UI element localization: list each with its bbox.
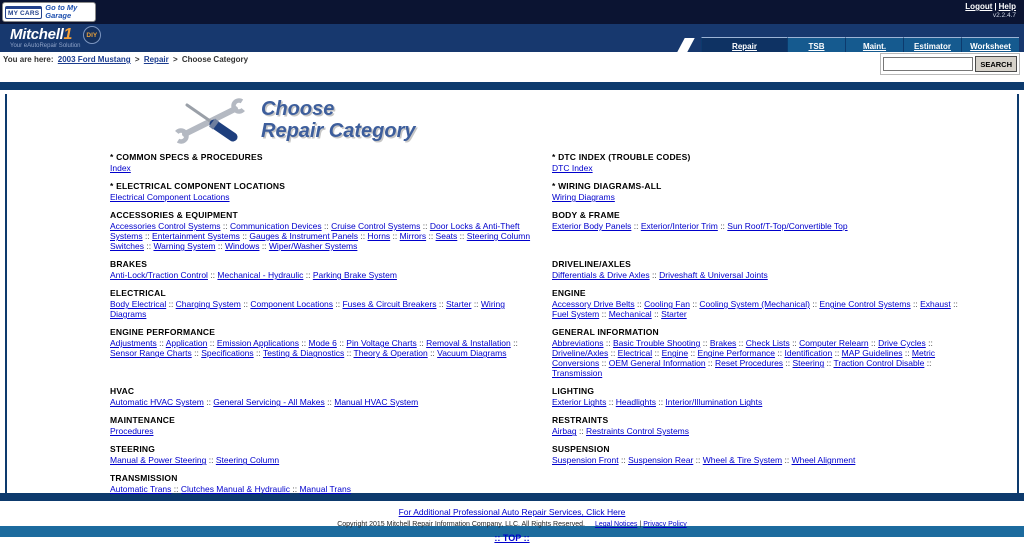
category-link[interactable]: Traction Control Disable	[833, 358, 925, 369]
category-links	[110, 192, 538, 202]
link-separator: ::	[868, 338, 879, 349]
category-section	[552, 415, 972, 436]
category-link[interactable]: Cruise Control Systems	[331, 221, 421, 232]
category-heading: * COMMON SPECS & PROCEDURES	[110, 152, 263, 162]
link-separator: ::	[631, 221, 641, 232]
tab-maint[interactable]	[845, 37, 903, 52]
category-links	[110, 455, 538, 465]
category-link[interactable]: Manual HVAC System	[334, 397, 419, 408]
link-separator: ::	[390, 231, 400, 242]
category-links	[552, 192, 958, 202]
category-link[interactable]: Steering	[792, 358, 825, 369]
category-link[interactable]: Exterior Body Panels	[552, 221, 632, 232]
link-separator: ::	[606, 397, 616, 408]
breadcrumb-repair-link[interactable]: Repair	[143, 55, 169, 64]
link-separator: ::	[206, 455, 216, 466]
category-heading: BODY & FRAME	[552, 210, 620, 221]
link-separator: ::	[783, 358, 793, 369]
link-separator: ::	[303, 270, 313, 281]
link-separator: ::	[651, 309, 662, 320]
category-link[interactable]: Wheel Alignment	[791, 455, 856, 466]
category-link[interactable]: Fuel System	[552, 309, 600, 320]
category-link[interactable]: General Servicing - All Makes	[213, 397, 325, 408]
crossed-tools-icon	[173, 96, 247, 144]
category-section	[110, 415, 552, 436]
footer-pipe: |	[639, 521, 642, 528]
link-separator: ::	[789, 338, 800, 349]
category-links	[110, 221, 538, 251]
category-link[interactable]: Mechanical	[608, 309, 652, 320]
category-section	[552, 181, 972, 202]
copyright-text: Copyright 2015 Mitchell Repair Information Company, LLC. All Rights Reserved.	[337, 521, 585, 528]
link-separator: ::	[652, 348, 662, 359]
tab-label: Repair	[732, 42, 757, 51]
category-heading: ENGINE PERFORMANCE	[110, 327, 216, 338]
link-separator: ::	[191, 348, 202, 359]
link-separator: ::	[207, 338, 217, 349]
link-separator: ::	[156, 338, 166, 349]
top-bar	[0, 0, 1024, 24]
category-section	[110, 386, 552, 407]
category-link[interactable]: Starter	[661, 309, 687, 320]
link-separator: ::	[457, 231, 467, 242]
category-links	[110, 484, 538, 494]
link-separator: ::	[203, 397, 214, 408]
category-heading: * WIRING DIAGRAMS-ALL	[552, 181, 662, 192]
tab-estimator[interactable]	[903, 37, 961, 52]
page-title-line1: Choose	[261, 98, 335, 120]
link-separator: ::	[705, 358, 716, 369]
brand-bar	[0, 24, 1024, 52]
category-links	[552, 426, 958, 436]
page-title	[261, 98, 416, 142]
breadcrumb	[0, 52, 1024, 64]
category-link[interactable]: Drive Cycles	[878, 338, 926, 349]
link-separator: ::	[775, 348, 785, 359]
category-section	[110, 473, 552, 494]
link-separator: ::	[824, 358, 834, 369]
category-link[interactable]: Seats	[435, 231, 458, 242]
category-link[interactable]: Accessory Drive Belts	[552, 299, 635, 310]
category-link[interactable]: Theory & Operation	[353, 348, 428, 359]
category-heading: ELECTRICAL	[110, 288, 166, 299]
category-link[interactable]: OEM General Information	[608, 358, 706, 369]
category-heading: RESTRAINTS	[552, 415, 609, 426]
category-link[interactable]: Headlights	[615, 397, 656, 408]
category-link[interactable]: Sun Roof/T-Top/Convertible Top	[727, 221, 848, 232]
link-separator: ::	[420, 221, 430, 232]
link-separator: ::	[950, 299, 958, 310]
category-heading: MAINTENANCE	[110, 415, 176, 426]
link-separator: ::	[634, 299, 645, 310]
top-link[interactable]: :: TOP ::	[494, 533, 530, 543]
link-separator: ::	[336, 338, 347, 349]
category-link[interactable]: Emission Applications	[216, 338, 300, 349]
link-separator: ::	[220, 221, 230, 232]
link-separator: ::	[142, 231, 153, 242]
link-separator: ::	[924, 358, 932, 369]
main-content	[5, 94, 1019, 493]
category-link[interactable]: Communication Devices	[230, 221, 322, 232]
link-separator: ::	[436, 299, 446, 310]
link-divider: |	[994, 2, 997, 11]
category-heading: * ELECTRICAL COMPONENT LOCATIONS	[110, 181, 286, 192]
category-link[interactable]: Cooling System (Mechanical)	[699, 299, 810, 310]
category-links	[552, 397, 958, 407]
link-separator: ::	[321, 221, 332, 232]
version-label: v2.2.4.7	[992, 12, 1016, 19]
category-link[interactable]: Airbag	[552, 426, 577, 437]
link-separator: ::	[693, 455, 703, 466]
category-heading: DRIVELINE/AXLES	[552, 259, 632, 270]
link-separator: ::	[832, 348, 842, 359]
category-links	[110, 397, 538, 407]
category-heading: ACCESSORIES & EQUIPMENT	[110, 210, 238, 221]
link-separator: ::	[358, 231, 368, 242]
divider-top	[0, 82, 1024, 90]
category-link[interactable]: Removal & Installation	[426, 338, 511, 349]
category-heading: LIGHTING	[552, 386, 595, 397]
breadcrumb-separator: >	[134, 55, 140, 64]
category-link[interactable]: Exterior Lights	[552, 397, 607, 408]
link-separator: ::	[333, 299, 343, 310]
category-heading: HVAC	[110, 386, 135, 397]
category-link[interactable]: Computer Relearn	[799, 338, 869, 349]
category-link[interactable]: Automatic HVAC System	[110, 397, 204, 408]
link-separator: ::	[902, 348, 912, 359]
search-button[interactable]: SEARCH	[975, 56, 1017, 72]
category-link[interactable]: Electrical Component Locations	[110, 192, 230, 203]
brand-tagline: Your eAutoRepair Solution	[10, 43, 81, 49]
category-link[interactable]: Gauges & Instrument Panels	[249, 231, 359, 242]
category-link[interactable]: Index	[110, 163, 131, 173]
link-separator: ::	[603, 338, 613, 349]
category-links	[552, 270, 958, 280]
category-link[interactable]: Manual Trans	[299, 484, 351, 495]
privacy-policy-link[interactable]: Privacy Policy	[643, 521, 687, 528]
category-links	[552, 221, 958, 231]
category-link[interactable]: Reset Procedures	[715, 358, 784, 369]
category-link[interactable]: Warning System	[153, 241, 216, 252]
category-section	[552, 444, 972, 465]
link-separator: ::	[166, 299, 176, 310]
category-links	[110, 270, 538, 280]
additional-services-link[interactable]: For Additional Professional Auto Repair Services, Click Here	[398, 507, 626, 517]
link-separator: ::	[925, 338, 933, 349]
category-link[interactable]: DTC Index	[552, 163, 593, 173]
link-separator: ::	[426, 231, 436, 242]
category-link[interactable]: Body Electrical	[110, 299, 167, 310]
category-link[interactable]: Abbreviations	[552, 338, 604, 349]
tab-worksheet[interactable]	[961, 37, 1019, 52]
breadcrumb-separator: >	[172, 55, 178, 64]
category-links	[110, 426, 538, 436]
category-link[interactable]: Suspension Rear	[628, 455, 694, 466]
category-section	[552, 152, 972, 173]
breadcrumb-vehicle-link[interactable]: 2003 Ford Mustang	[57, 55, 131, 64]
link-separator: ::	[290, 484, 300, 495]
link-separator: ::	[427, 348, 438, 359]
category-section	[110, 181, 552, 202]
link-separator: ::	[324, 397, 335, 408]
breadcrumb-current: Choose Category	[181, 55, 249, 64]
category-link[interactable]: Exterior/Interior Trim	[640, 221, 718, 232]
search-input[interactable]	[883, 57, 973, 71]
category-link[interactable]: Pin Voltage Charts	[346, 338, 417, 349]
category-links	[552, 299, 958, 319]
category-link[interactable]: Interior/Illumination Lights	[665, 397, 763, 408]
category-heading: ENGINE	[552, 288, 586, 299]
legal-notices-link[interactable]: Legal Notices	[594, 521, 638, 528]
category-heading: STEERING	[110, 444, 156, 455]
category-link[interactable]: Testing & Diagnostics	[262, 348, 345, 359]
link-separator: ::	[510, 338, 518, 349]
category-link[interactable]: Vacuum Diagrams	[437, 348, 507, 359]
category-section	[110, 210, 552, 251]
category-link[interactable]: MAP Guidelines	[841, 348, 903, 359]
link-separator: ::	[689, 299, 700, 310]
brand-name: Mitchell	[10, 26, 64, 44]
breadcrumb-row	[0, 52, 1024, 82]
category-link[interactable]: Suspension Front	[552, 455, 619, 466]
tab-label: Worksheet	[970, 42, 1011, 51]
category-link[interactable]: Wiring Diagrams	[552, 192, 615, 203]
footer	[0, 501, 1024, 543]
category-link[interactable]: Accessories Control Systems	[110, 221, 221, 232]
category-links	[552, 338, 958, 378]
link-separator: ::	[649, 270, 660, 281]
category-grid	[110, 152, 1017, 502]
tab-label: Maint.	[862, 42, 887, 51]
link-separator: ::	[700, 338, 710, 349]
category-link[interactable]: Wiring Diagrams	[110, 299, 505, 320]
category-link[interactable]: Charging System	[175, 299, 241, 310]
category-link[interactable]: Differentials & Drive Axles	[552, 270, 650, 281]
category-link[interactable]: Component Locations	[250, 299, 334, 310]
category-link[interactable]: Parking Brake System	[312, 270, 397, 281]
category-link[interactable]: Door Locks & Anti-Theft Systems	[110, 221, 520, 242]
category-section	[552, 327, 972, 378]
category-link[interactable]: Transmission	[552, 368, 603, 379]
link-separator: ::	[239, 231, 250, 242]
tab-label: TSB	[808, 42, 825, 51]
link-separator: ::	[782, 455, 792, 466]
link-separator: ::	[144, 241, 154, 252]
category-link[interactable]: Engine	[661, 348, 689, 359]
category-link[interactable]: Clutches Manual & Hydraulic	[180, 484, 291, 495]
category-section	[552, 288, 972, 319]
category-heading: GENERAL INFORMATION	[552, 327, 659, 338]
category-section	[552, 386, 972, 407]
category-link[interactable]: Cooling Fan	[644, 299, 690, 310]
category-link[interactable]: Adjustments	[110, 338, 157, 349]
tab-label: Estimator	[914, 42, 951, 51]
category-links	[552, 455, 958, 465]
category-section	[110, 259, 552, 280]
my-cars-plate-icon: MY CARS	[5, 6, 42, 19]
diy-badge-icon: DIY	[83, 26, 101, 44]
category-link[interactable]: Steering Column	[215, 455, 280, 466]
category-link[interactable]: Windows	[224, 241, 260, 252]
top-right-links	[965, 2, 1016, 19]
category-link[interactable]: Exhaust	[920, 299, 951, 310]
category-link[interactable]: Engine Performance	[697, 348, 776, 359]
category-link[interactable]: Engine Control Systems	[819, 299, 911, 310]
category-link[interactable]: Automatic Trans	[110, 484, 172, 495]
category-link[interactable]: Horns	[367, 231, 391, 242]
category-heading: * DTC INDEX (TROUBLE CODES)	[552, 152, 691, 162]
page-title-block	[173, 94, 1017, 146]
link-separator: ::	[259, 241, 269, 252]
category-link[interactable]: Check Lists	[745, 338, 790, 349]
category-link[interactable]: Wiper/Washer Systems	[268, 241, 358, 252]
link-separator: ::	[471, 299, 481, 310]
link-separator: ::	[299, 338, 309, 349]
category-section	[552, 473, 972, 494]
category-heading: TRANSMISSION	[110, 473, 178, 484]
link-separator: ::	[608, 348, 618, 359]
link-separator: ::	[618, 455, 629, 466]
nav-tabs	[681, 37, 1019, 52]
link-separator: ::	[240, 299, 251, 310]
category-link[interactable]: Driveshaft & Universal Joints	[659, 270, 768, 281]
link-separator: ::	[910, 299, 921, 310]
category-link[interactable]: Basic Trouble Shooting	[612, 338, 701, 349]
category-heading: BRAKES	[110, 259, 148, 270]
link-separator: ::	[599, 358, 609, 369]
link-separator: ::	[688, 348, 698, 359]
breadcrumb-prefix: You are here:	[3, 55, 54, 64]
help-link[interactable]: Help	[998, 2, 1016, 11]
logout-link[interactable]: Logout	[965, 2, 993, 11]
category-link[interactable]: Restraints Control Systems	[586, 426, 690, 437]
link-separator: ::	[253, 348, 263, 359]
category-link[interactable]: Manual & Power Steering	[110, 455, 207, 466]
category-link[interactable]: Entertainment Systems	[152, 231, 240, 242]
category-link[interactable]: Driveline/Axles	[552, 348, 609, 359]
category-section	[110, 327, 552, 378]
category-link[interactable]: Identification	[784, 348, 833, 359]
category-link[interactable]: Steering Column Switches	[110, 231, 531, 252]
category-link[interactable]: Mirrors	[399, 231, 427, 242]
category-link[interactable]: Fuses & Circuit Breakers	[342, 299, 437, 310]
search-box	[880, 53, 1020, 75]
link-separator: ::	[207, 270, 218, 281]
category-link[interactable]: Mechanical - Hydraulic	[217, 270, 304, 281]
link-separator: ::	[655, 397, 666, 408]
page-title-line2: Repair Category	[261, 120, 416, 142]
link-separator: ::	[576, 426, 587, 437]
category-link[interactable]: Metric Conversions	[552, 348, 936, 369]
category-link[interactable]: Procedures	[110, 426, 154, 437]
category-section	[110, 152, 552, 173]
category-heading: SUSPENSION	[552, 444, 610, 455]
category-links	[110, 338, 538, 358]
category-links	[110, 299, 538, 319]
go-to-my-garage-button[interactable]	[2, 2, 96, 22]
category-links	[110, 163, 538, 173]
category-link[interactable]: Sensor Range Charts	[110, 348, 192, 359]
category-link[interactable]: Electrical	[617, 348, 653, 359]
category-section	[552, 210, 972, 251]
tab-repair[interactable]	[701, 37, 787, 52]
category-section	[552, 259, 972, 280]
link-separator: ::	[171, 484, 181, 495]
link-separator: ::	[215, 241, 225, 252]
tab-tsb[interactable]	[787, 37, 845, 52]
category-link[interactable]: Wheel & Tire System	[702, 455, 783, 466]
category-link[interactable]: Application	[165, 338, 208, 349]
garage-button-label: Go to My Garage	[45, 2, 78, 20]
category-link[interactable]: Starter	[445, 299, 472, 310]
link-separator: ::	[344, 348, 354, 359]
link-separator: ::	[736, 338, 746, 349]
category-link[interactable]: Specifications	[201, 348, 254, 359]
category-link[interactable]: Brakes	[709, 338, 737, 349]
link-separator: ::	[416, 338, 427, 349]
link-separator: ::	[717, 221, 728, 232]
category-section	[110, 444, 552, 465]
category-section	[110, 288, 552, 319]
link-separator: ::	[809, 299, 820, 310]
link-separator: ::	[599, 309, 609, 320]
category-links	[552, 163, 958, 173]
category-link[interactable]: Anti-Lock/Traction Control	[110, 270, 208, 281]
brand-one: 1	[63, 26, 73, 44]
category-link[interactable]: Mode 6	[308, 338, 337, 349]
